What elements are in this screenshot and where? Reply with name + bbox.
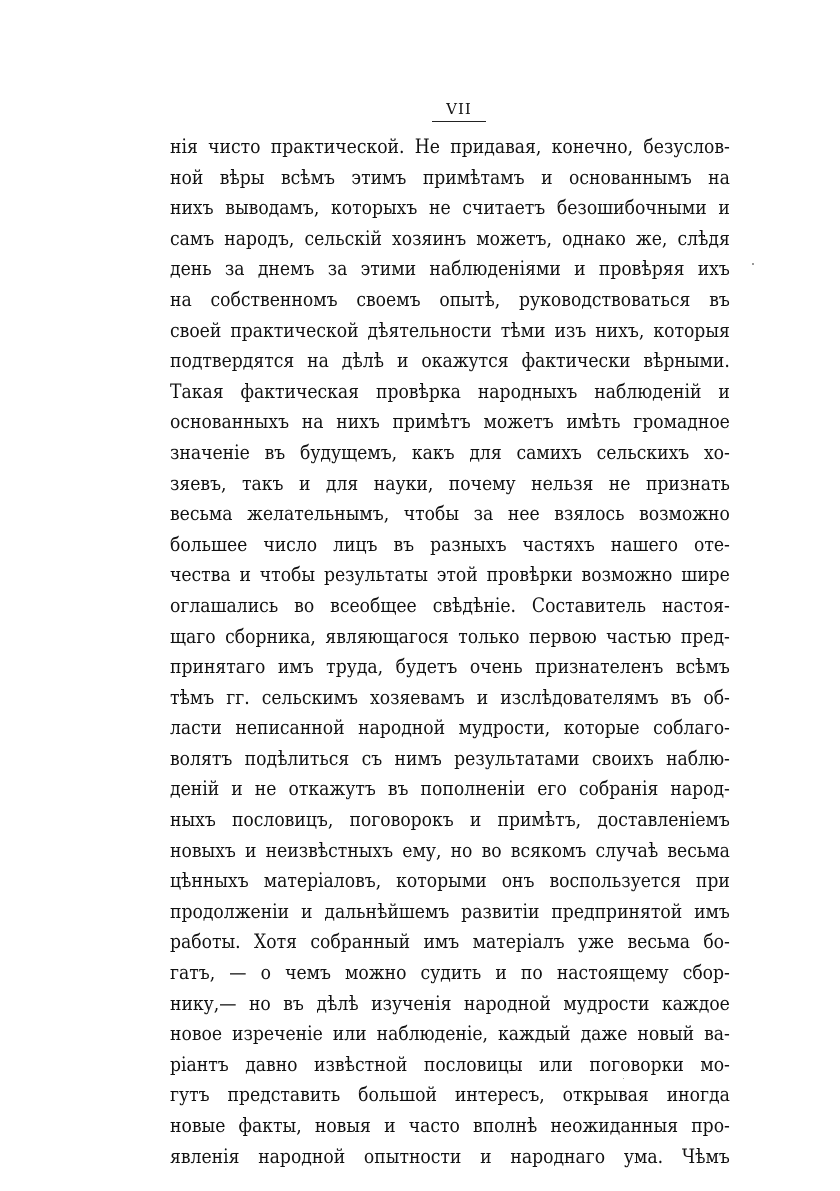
text-line: на собственномъ своемъ опытѣ, руководствоваться въ (170, 286, 730, 311)
text-line: новые факты, новыя и часто вполнѣ неожиданныя про- (170, 1113, 730, 1137)
text-line: новыхъ и неизвѣстныхъ ему, но во всякомъ случаѣ весьма (170, 837, 730, 862)
text-line: работы. Хотя собранный имъ матеріалъ уже весьма бо- (170, 929, 730, 954)
text-line: подтвердятся на дѣлѣ и окажутся фактически вѣрными. (170, 348, 730, 373)
scan-speck (623, 1078, 624, 1079)
text-line: чества и чтобы результаты этой провѣрки возможно шире (170, 562, 730, 587)
text-line: ныхъ пословицъ, поговорокъ и примѣтъ, доставленіемъ (170, 807, 730, 832)
text-line: значеніе въ будущемъ, какъ для самихъ сельскихъ хо- (170, 439, 730, 464)
text-line: большее число лицъ въ разныхъ частяхъ нашего оте- (170, 531, 730, 556)
text-line: цѣнныхъ матеріаловъ, которыми онъ воспользуется при (170, 868, 730, 893)
text-line: гатъ, — о чемъ можно судить и по настоящему сбор- (170, 960, 730, 985)
text-line: весьма желательнымъ, чтобы за нее взялось возможно (170, 501, 730, 526)
text-line: ной вѣры всѣмъ этимъ примѣтамъ и основаннымъ на (170, 164, 730, 189)
text-line: основанныхъ на нихъ примѣтъ можетъ имѣть громадное (170, 409, 730, 434)
text-line: тѣмъ гг. сельскимъ хозяевамъ и изслѣдователямъ въ об- (170, 684, 730, 709)
text-line: волятъ подѣлиться съ нимъ результатами своихъ наблю- (170, 745, 730, 770)
page-number-rule (432, 121, 486, 122)
text-line: оглашались во всеобщее свѣдѣніе. Составитель настоя- (170, 592, 730, 617)
text-line: явленія народной опытности и народнаго ума. Чѣмъ (170, 1143, 730, 1168)
text-line: деній и не откажутъ въ пополненіи его собранія народ- (170, 776, 730, 801)
text-line: день за днемъ за этими наблюденіями и провѣряя ихъ (170, 256, 730, 281)
text-line: самъ народъ, сельскій хозяинъ можетъ, однако же, слѣдя (170, 225, 730, 250)
text-line: нихъ выводамъ, которыхъ не считаетъ безошибочными и (170, 195, 730, 220)
body-text (170, 131, 730, 1171)
text-line: гутъ представить большой интересъ, открывая иногда (170, 1082, 730, 1107)
scan-speck (752, 263, 754, 265)
page-number: VII (446, 100, 472, 118)
text-line: щаго сборника, являющагося только первою частью пред- (170, 623, 730, 648)
text-line: ласти неписанной народной мудрости, которые соблаго- (170, 715, 730, 740)
text-line: ріантъ давно извѣстной пословицы или поговорки мо- (170, 1051, 730, 1076)
text-line: нику,— но въ дѣлѣ изученія народной мудрости каждое (170, 990, 730, 1015)
text-line: зяевъ, такъ и для науки, почему нельзя не признать (170, 470, 730, 495)
text-line: своей практической дѣятельности тѣми изъ нихъ, которыя (170, 317, 730, 342)
text-line: новое изреченіе или наблюденіе, каждый даже новый ва- (170, 1021, 730, 1046)
text-line: продолженіи и дальнѣйшемъ развитіи предпринятой имъ (170, 898, 730, 923)
text-line: принятаго имъ труда, будетъ очень признателенъ всѣмъ (170, 654, 730, 679)
text-line: нія чисто практической. Не придавая, конечно, безуслов- (170, 134, 730, 158)
text-line: Такая фактическая провѣрка народныхъ наблюденій и (170, 378, 730, 403)
